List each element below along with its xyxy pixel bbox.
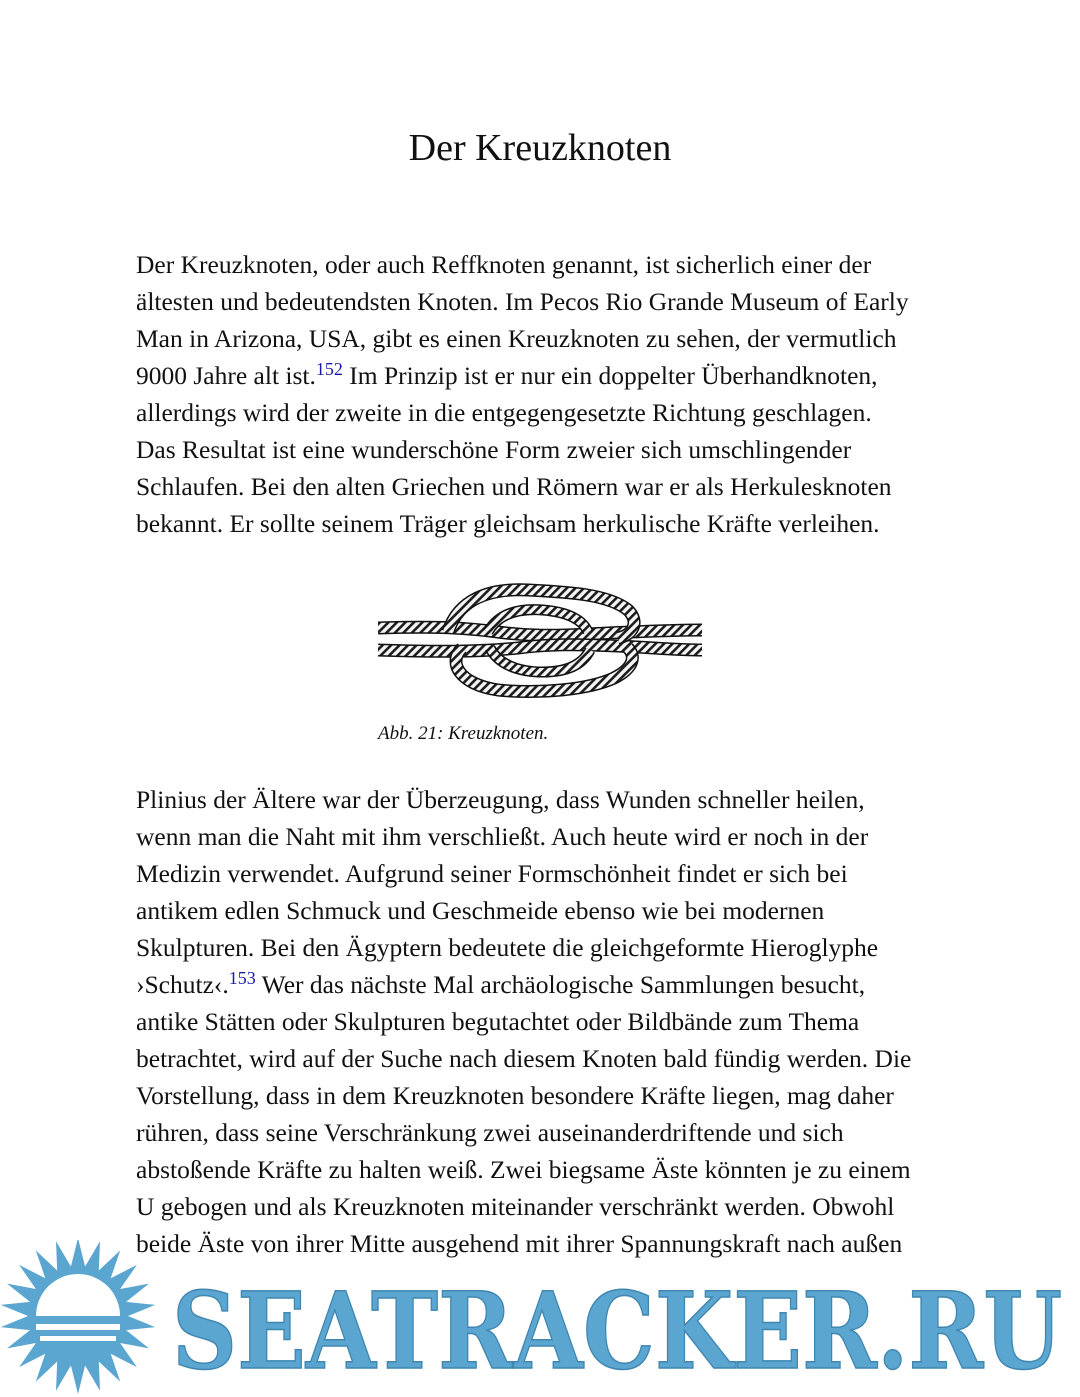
text-line: [136, 966, 948, 1003]
text-line: bekannt. Er sollte seinem Träger gleichsam herkulische Kräfte verleihen.: [136, 509, 880, 538]
text-line: antikem edlen Schmuck und Geschmeide ebenso wie bei modernen: [136, 896, 825, 925]
text-line: Vorstellung, dass in dem Kreuzknoten besondere Kräfte liegen, mag daher: [136, 1081, 894, 1110]
text-line: Man in Arizona, USA, gibt es einen Kreuzknoten zu sehen, der vermutlich: [136, 324, 897, 353]
text-line: [136, 357, 948, 394]
text-line: Der Kreuzknoten, oder auch Reffknoten genannt, ist sicherlich einer der: [136, 250, 872, 279]
text-line: Schlaufen. Bei den alten Griechen und Römern war er als Herkulesknoten: [136, 472, 892, 501]
footnote-link-153[interactable]: 153: [228, 968, 256, 988]
sun-logo-icon: [1, 1240, 155, 1394]
text-line: betrachtet, wird auf der Suche nach diesem Knoten bald fündig werden. Die: [136, 1044, 912, 1073]
text-line: wenn man die Naht mit ihm verschließt. Auch heute wird er noch in der: [136, 822, 869, 851]
text-segment: Im Prinzip ist er nur ein doppelter Überhandknoten,: [342, 361, 878, 390]
paragraph-2: [136, 781, 948, 1262]
text-line: U gebogen und als Kreuzknoten miteinander verschränkt werden. Obwohl: [136, 1192, 895, 1221]
text-line: Skulpturen. Bei den Ägyptern bedeutete die gleichgeformte Hieroglyphe: [136, 933, 879, 962]
watermark-text: SEATRACKER.RU: [172, 1268, 1062, 1393]
figure-caption: Abb. 21: Kreuzknoten.: [378, 723, 549, 744]
text-line: beide Äste von ihrer Mitte ausgehend mit ihrer Spannungskraft nach außen: [136, 1229, 903, 1258]
text-line: rühren, dass seine Verschränkung zwei auseinanderdriftende und sich: [136, 1118, 844, 1147]
text-line: allerdings wird der zweite in die entgegengesetzte Richtung geschlagen.: [136, 398, 872, 427]
text-line: Plinius der Ältere war der Überzeugung, dass Wunden schneller heilen,: [136, 785, 865, 814]
page-title: Der Kreuzknoten: [408, 127, 672, 169]
text-line: ältesten und bedeutendsten Knoten. Im Pecos Rio Grande Museum of Early: [136, 287, 909, 316]
text-line: antike Stätten oder Skulpturen begutachtet oder Bildbände zum Thema: [136, 1007, 860, 1036]
text-line: abstoßende Kräfte zu halten weiß. Zwei biegsame Äste könnten je zu einem: [136, 1155, 911, 1184]
paragraph-1: [136, 246, 948, 542]
text-segment: ›Schutz‹.: [136, 970, 229, 999]
footnote-link-152[interactable]: 152: [315, 359, 343, 379]
reef-knot-illustration: [378, 580, 702, 700]
text-segment: 9000 Jahre alt ist.: [136, 361, 316, 390]
text-segment: Wer das nächste Mal archäologische Sammlungen besucht,: [255, 970, 866, 999]
seatracker-watermark: [0, 1240, 1080, 1397]
text-line: Medizin verwendet. Aufgrund seiner Formschönheit findet er sich bei: [136, 859, 848, 888]
text-line: Das Resultat ist eine wunderschöne Form zweier sich umschlingender: [136, 435, 852, 464]
